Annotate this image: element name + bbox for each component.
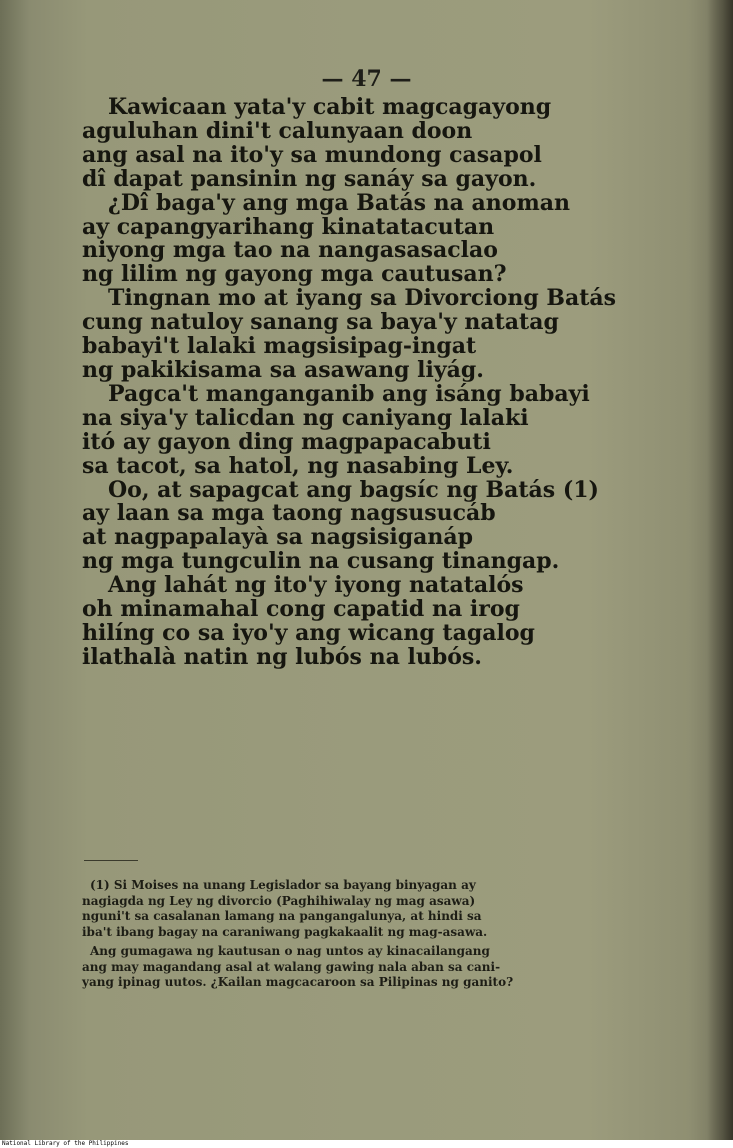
poem-body	[82, 96, 682, 670]
poem-line: babayi't lalaki magsisipag-ingat	[82, 333, 477, 360]
credit-strip	[0, 1140, 733, 1148]
page-spine-shadow	[707, 0, 733, 1140]
poem-line: itó ay gayon ding magpapacabuti	[82, 428, 491, 455]
stanza	[82, 476, 682, 575]
poem-line: ng mga tungculin na cusang tinangap.	[82, 548, 560, 575]
footnote-divider	[84, 860, 138, 861]
poem-line: ng lilim ng gayong mga cautusan?	[82, 261, 507, 288]
poem-line: ng pakikisama sa asawang liyág.	[82, 356, 484, 383]
footnote-line: ang may magandang asal at walang gawing nala aban sa cani-	[82, 959, 501, 974]
footnote-line: yang ipinag uutos. ¿Kailan magcacaroon sa Pilipinas ng ganito?	[82, 975, 514, 989]
library-credit: National Library of the Philippines	[2, 1140, 129, 1147]
stanza	[82, 287, 682, 383]
stanza	[82, 189, 682, 288]
footnote-line: nguni't sa casalanan lamang na pangangalunya, at hindi sa	[82, 909, 482, 923]
footnote-line: nagiagda ng Ley ng divorcio (Paghihiwalay ng mag asawa)	[82, 893, 476, 908]
poem-line: oh minamahal cong capatid na irog	[82, 596, 520, 623]
poem-line: Kawicaan yata'y cabit magcagayong	[108, 94, 552, 120]
footnote	[82, 944, 680, 991]
poem-line: sa tacot, sa hatol, ng nasabing Ley.	[82, 452, 514, 479]
poem-line: niyong mga tao na nangasasaclao	[82, 237, 498, 264]
poem-line: ay capangyarihang kinatatacutan	[82, 213, 495, 240]
poem-line: ilathalà natin ng lubós na lubós.	[82, 643, 482, 670]
poem-line: Oo, at sapagcat ang bagsíc ng Batás (1)	[108, 476, 599, 503]
footnote-line: (1) Si Moises na unang Legislador sa bayang binyagan ay	[90, 878, 476, 892]
poem-line: Pagca't manganganib ang isáng babayi	[108, 380, 590, 407]
stanza	[82, 96, 682, 192]
footnote-line: Ang gumagawa ng kautusan o nag untos ay kinacailangang	[90, 944, 490, 958]
stanza	[82, 380, 682, 479]
poem-line: aguluhan dini't calunyaan doon	[82, 117, 473, 144]
poem-line: Ang lahát ng ito'y iyong natatalós	[108, 572, 524, 599]
footnotes	[82, 878, 680, 995]
poem-line: at nagpapalayà sa nagsisiganáp	[82, 524, 473, 551]
footnote	[82, 878, 680, 940]
poem-line: na siya'y talicdan ng caniyang lalaki	[82, 404, 529, 431]
stanza	[82, 574, 682, 670]
poem-line: hilíng co sa iyo'y ang wicang tagalog	[82, 619, 535, 646]
poem-line: cung natuloy sanang sa baya'y natatag	[82, 309, 559, 336]
poem-line: ay laan sa mga taong nagsusucáb	[82, 500, 496, 527]
poem-line: Tingnan mo at iyang sa Divorciong Batás	[108, 285, 617, 312]
page-number: — 47 —	[321, 66, 412, 92]
poem-line: ¿Dî baga'y ang mga Batás na anoman	[108, 189, 570, 216]
poem-line: ang asal na ito'y sa mundong casapol	[82, 141, 542, 168]
poem-line: dî dapat pansinin ng sanáy sa gayon.	[82, 165, 537, 192]
footnote-line: iba't ibang bagay na caraniwang pagkakaalit ng mag-asawa.	[82, 924, 488, 939]
